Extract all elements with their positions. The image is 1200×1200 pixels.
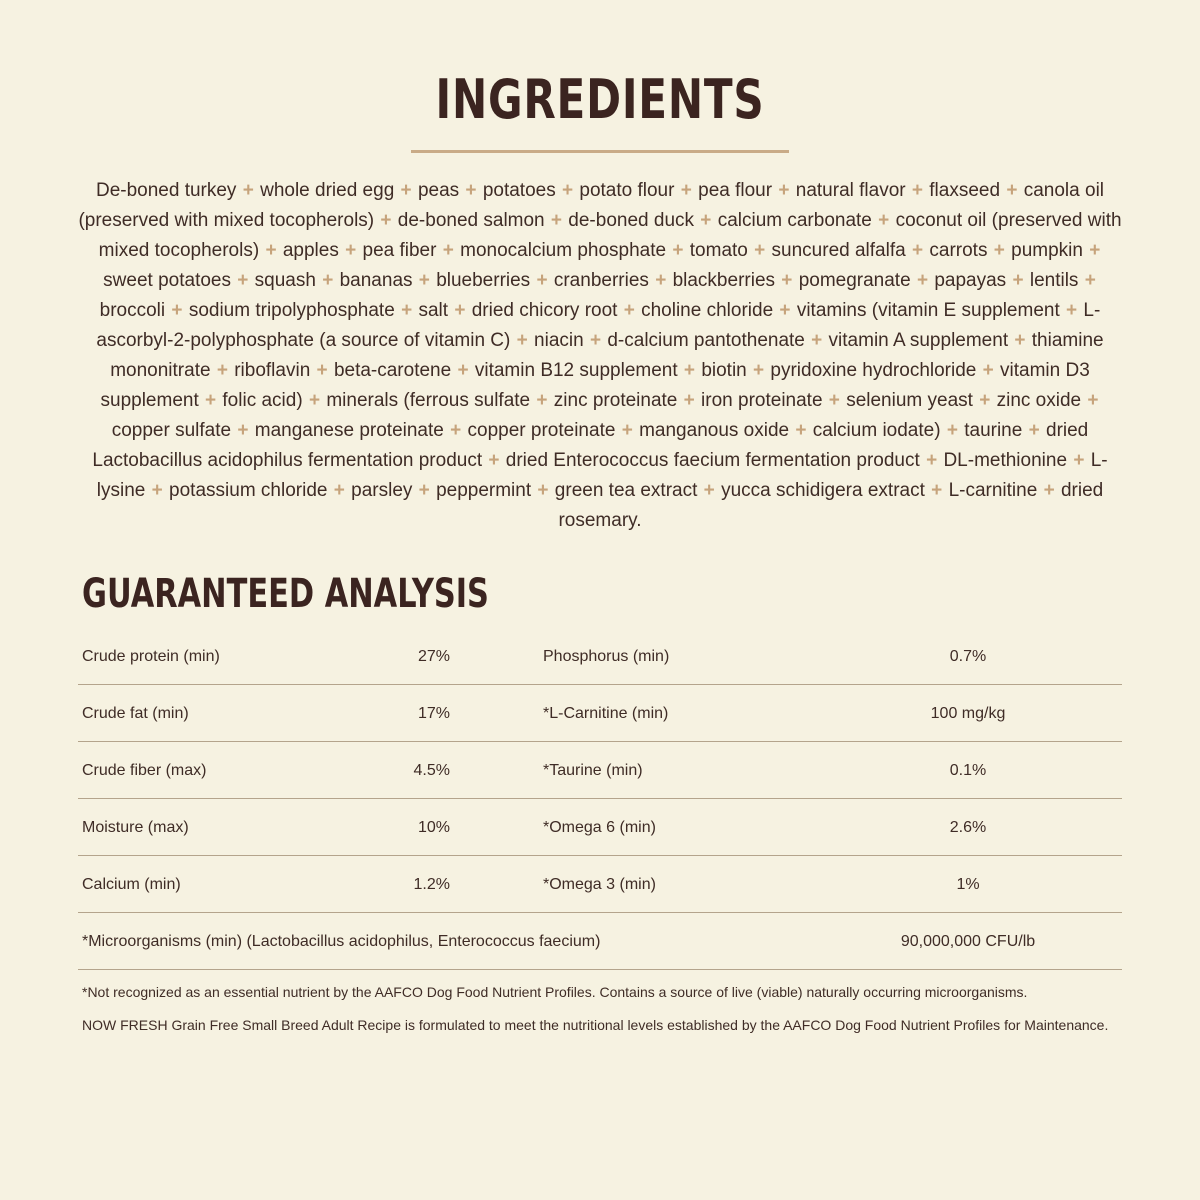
guaranteed-analysis-table [78,628,1122,970]
ingredient-separator: + [216,360,228,381]
ingredient-item: thiamine mononitrate [110,330,1104,381]
ingredient-item: iron proteinate [701,390,823,411]
ingredient-item: cranberries [553,270,649,291]
ingredient-item: calcium iodate) [812,420,941,441]
guaranteed-analysis-heading: GUARANTEED ANALYSIS [82,571,489,617]
ingredient-separator: + [680,180,692,201]
ingredient-separator: + [516,330,528,351]
ingredient-item: calcium carbonate [717,210,872,231]
ingredient-item: lentils [1029,270,1079,291]
ingredient-separator: + [457,360,469,381]
ingredient-item: suncured alfalfa [771,240,906,261]
ingredient-item: whole dried egg [260,180,395,201]
ingredient-separator: + [1043,480,1055,501]
ingredient-item: minerals (ferrous sulfate [326,390,531,411]
ingredient-item: de-boned salmon [397,210,545,231]
ingredients-heading: INGREDIENTS [435,68,765,131]
ingredient-separator: + [550,210,563,231]
nutrient-value: 100 mg/kg [930,705,1006,722]
ingredient-item: choline chloride [641,300,774,321]
ingredient-item: yucca schidigera extract [721,480,925,501]
ingredient-separator: + [1084,270,1096,291]
nutrient-value: 90,000,000 CFU/lb [900,933,1036,950]
ingredient-item: biotin [701,360,747,381]
ingredient-item: pea fiber [362,240,437,261]
nutrient-value: 0.7% [949,648,987,665]
ingredient-separator: + [753,360,765,381]
ingredient-separator: + [589,330,602,351]
nutrient-label: *Omega 6 (min) [543,819,656,836]
ingredient-separator: + [779,300,791,321]
nutrient-value: 4.5% [413,762,450,779]
ingredient-separator: + [778,180,790,201]
ingredient-item: dried Lactobacillus acidophilus fermentation product [92,420,1089,471]
ingredient-separator: + [926,450,938,471]
ingredient-separator: + [418,480,430,501]
ingredient-item: peas [417,180,460,201]
ingredient-separator: + [911,240,924,261]
ingredient-separator: + [465,180,477,201]
ingredient-separator: + [946,420,958,441]
ingredient-separator: + [322,270,334,291]
ingredient-separator: + [911,180,923,201]
ingredient-item: zinc proteinate [553,390,678,411]
ingredient-separator: + [703,480,715,501]
ingredient-separator: + [242,180,254,201]
ingredient-item: canola oil (preserved with mixed tocopherols) [78,180,1105,231]
ingredient-separator: + [931,480,943,501]
ingredient-separator: + [623,300,635,321]
ingredient-separator: + [237,420,249,441]
ingredient-separator: + [700,210,712,231]
ingredient-separator: + [754,240,766,261]
ingredient-item: pomegranate [798,270,911,291]
ingredient-separator: + [828,390,840,411]
analysis-row [78,685,1122,742]
ingredient-item: De-boned turkey [95,180,237,201]
nutrient-label: *Taurine (min) [543,762,643,779]
ingredient-separator: + [151,480,163,501]
analysis-notes [82,982,1122,1048]
ingredient-item: pyridoxine hydrochloride [770,360,977,381]
analysis-row [78,799,1122,856]
ingredient-separator: + [308,390,321,411]
ingredient-separator: + [683,390,695,411]
ingredient-separator: + [781,270,793,291]
aafco-footnote: *Not recognized as an essential nutrient by the AAFCO Dog Food Nutrient Profiles. Contains a source of live (viable) naturally occurring microorganisms. [82,984,1028,1000]
nutrient-value: 17% [417,705,450,722]
ingredient-separator: + [418,270,430,291]
nutrient-label: *L-Carnitine (min) [543,705,669,722]
nutrient-label: Calcium (min) [82,876,181,893]
heading-divider [411,150,789,153]
ingredient-separator: + [811,330,823,351]
ingredient-item: blackberries [672,270,776,291]
ingredient-separator: + [1087,390,1099,411]
ingredient-item: squash [254,270,316,291]
ingredient-separator: + [536,270,548,291]
ingredient-item: pea flour [698,180,773,201]
ingredient-separator: + [536,390,548,411]
ingredient-separator: + [171,300,183,321]
ingredient-separator: + [993,240,1005,261]
ingredient-separator: + [537,480,549,501]
ingredient-item: taurine [964,420,1023,441]
ingredient-item: potato flour [579,180,675,201]
analysis-row [78,628,1122,685]
ingredient-item: manganous oxide [639,420,790,441]
ingredient-separator: + [442,240,454,261]
ingredient-separator: + [562,180,574,201]
nutrient-label: *Omega 3 (min) [543,876,656,893]
aafco-statement: NOW FRESH Grain Free Small Breed Adult Recipe is formulated to meet the nutritional levels established by the AAFCO Dog Food Nutrient Profiles for Maintenance. [82,1017,1109,1033]
ingredient-separator: + [1066,300,1078,321]
ingredient-item: dried chicory root [471,300,618,321]
ingredient-item: peppermint [436,480,532,501]
ingredient-item: vitamins (vitamin E supplement [796,300,1060,321]
ingredient-item: blueberries [436,270,531,291]
ingredient-item: zinc oxide [996,390,1082,411]
nutrient-value: 2.6% [949,819,987,836]
ingredient-item: pumpkin [1011,240,1083,261]
ingredient-separator: + [205,390,217,411]
ingredient-list [74,176,1126,536]
nutrient-value: 10% [417,819,450,836]
ingredient-item: vitamin D3 supplement [100,360,1090,411]
ingredient-item: L-carnitine [948,480,1038,501]
ingredient-item: broccoli [99,300,166,321]
ingredient-item: vitamin A supplement [828,330,1009,351]
ingredient-item: potassium chloride [169,480,328,501]
ingredient-separator: + [1089,240,1101,261]
ingredient-separator: + [345,240,357,261]
ingredient-item: vitamin B12 supplement [474,360,678,381]
ingredient-item: sodium tripolyphosphate [188,300,395,321]
ingredient-separator: + [488,450,500,471]
ingredient-item: d-calcium pantothenate [607,330,805,351]
ingredient-separator: + [655,270,667,291]
ingredient-item: sweet potatoes [103,270,231,291]
ingredient-item: L-ascorbyl-2-polyphosphate (a source of vitamin C) [96,300,1101,351]
nutrient-label: Moisture (max) [82,819,189,836]
ingredient-separator: + [316,360,328,381]
ingredient-separator: + [265,240,277,261]
ingredient-separator: + [1014,330,1026,351]
ingredient-item: salt [418,300,449,321]
ingredient-item: flaxseed [929,180,1001,201]
nutrient-value: 1.2% [413,876,450,893]
ingredient-separator: + [878,210,890,231]
ingredient-item: green tea extract [554,480,698,501]
ingredient-item: dried rosemary. [558,480,1104,531]
analysis-row [78,856,1122,913]
ingredient-item: apples [282,240,339,261]
ingredient-separator: + [795,420,807,441]
ingredient-separator: + [979,390,991,411]
ingredient-separator: + [1073,450,1085,471]
ingredient-item: niacin [534,330,584,351]
ingredient-separator: + [333,480,345,501]
ingredient-item: beta-carotene [333,360,452,381]
ingredient-separator: + [621,420,633,441]
ingredient-separator: + [683,360,696,381]
analysis-row [78,742,1122,799]
ingredient-item: de-boned duck [568,210,695,231]
ingredient-item: tomato [689,240,748,261]
ingredient-item: DL-methionine [943,450,1068,471]
ingredient-separator: + [1006,180,1018,201]
nutrient-label: *Microorganisms (min) (Lactobacillus acidophilus, Enterococcus faecium) [82,933,601,950]
ingredient-separator: + [982,360,994,381]
nutrient-value: 1% [956,876,980,893]
ingredient-item: folic acid) [222,390,303,411]
ingredient-separator: + [450,420,462,441]
ingredient-separator: + [1028,420,1040,441]
ingredient-item: copper sulfate [111,420,232,441]
nutrient-label: Crude protein (min) [82,648,220,665]
nutrient-value: 0.1% [949,762,987,779]
ingredient-item: copper proteinate [467,420,616,441]
nutrient-label: Crude fiber (max) [82,762,207,779]
ingredient-separator: + [380,210,392,231]
nutrient-value: 27% [417,648,450,665]
ingredient-item: bananas [339,270,413,291]
ingredient-item: monocalcium phosphate [460,240,667,261]
nutrient-label: Phosphorus (min) [543,648,670,665]
ingredient-separator: + [401,300,413,321]
ingredient-item: parsley [351,480,413,501]
ingredient-separator: + [1012,270,1024,291]
analysis-row-microorganisms [78,913,1122,970]
nutrient-label: Crude fat (min) [82,705,189,722]
ingredient-separator: + [454,300,466,321]
ingredient-separator: + [237,270,249,291]
ingredient-item: manganese proteinate [254,420,444,441]
ingredient-item: dried Enterococcus faecium fermentation product [505,450,920,471]
ingredient-item: riboflavin [234,360,311,381]
ingredient-item: L-lysine [96,450,1108,501]
ingredient-item: papayas [934,270,1007,291]
ingredient-item: selenium yeast [846,390,973,411]
ingredient-item: carrots [929,240,988,261]
ingredient-separator: + [916,270,929,291]
ingredient-item: coconut oil (preserved with mixed tocopherols) [98,210,1122,261]
ingredient-separator: + [672,240,684,261]
ingredient-separator: + [400,180,412,201]
ingredient-item: natural flavor [795,180,906,201]
ingredient-item: potatoes [482,180,556,201]
